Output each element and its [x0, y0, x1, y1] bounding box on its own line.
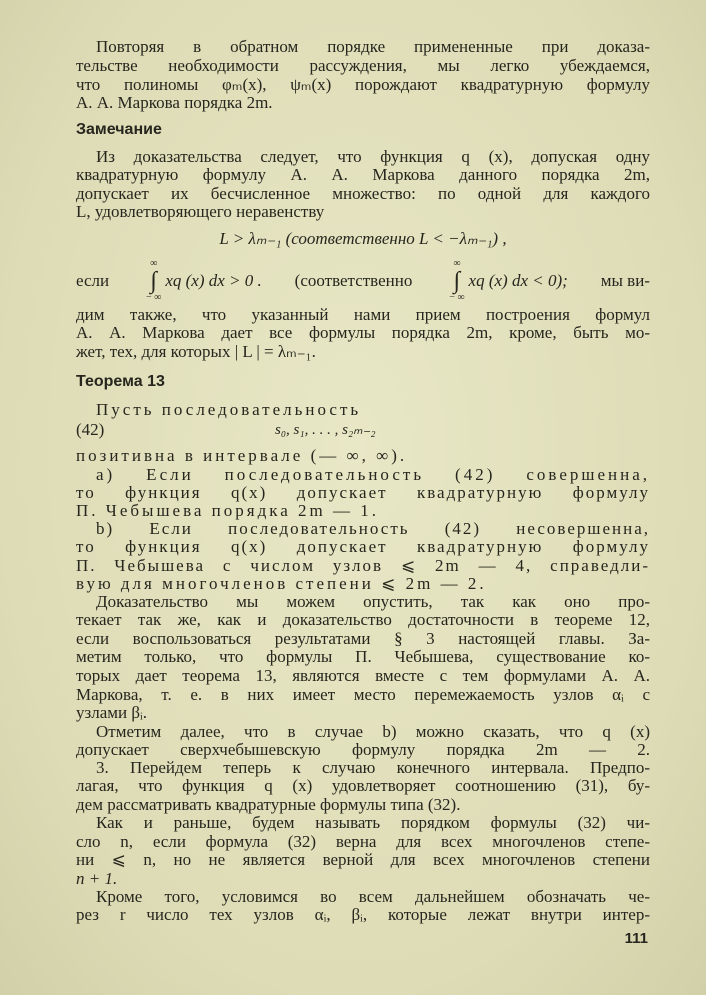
text-line: квадратурную формулу А. А. Маркова данного порядка 2m, [76, 165, 650, 184]
text-line: Как и раньше, будем называть порядком формулы (32) чи- [96, 813, 650, 832]
text-line: Пусть последовательность [96, 400, 362, 419]
text-line: допускает сверхчебышевскую формулу порядка 2m — 2. [76, 740, 650, 759]
text-if: если [76, 271, 110, 290]
upper-limit: ∞ [150, 258, 158, 269]
text-line: сло n, если формула (32) верна для всех многочленов степе- [76, 832, 650, 851]
text-line: Отметим далее, что в случае b) можно сказать, что q (x) [96, 722, 650, 741]
text-line: допускает их бесчисленное множество: по одной для каждого [76, 184, 650, 203]
text-line: что полиномы φₘ(x), ψₘ(x) порождают квадратурную формулу [76, 75, 650, 94]
text-line: узлами βᵢ. [76, 703, 148, 722]
section-heading-remark: Замечание [76, 121, 162, 138]
text-line: лагая, что функция q (x) удовлетворяет соотношению (31), бу- [76, 776, 650, 795]
text-line: дем рассматривать квадратурные формулы типа (32). [76, 795, 461, 814]
text-tail: мы ви- [600, 271, 650, 290]
integral-symbol: ∫ [453, 268, 461, 294]
text-line: b) Если последовательность (42) несовершенна, [96, 519, 650, 538]
integral-2 [445, 259, 568, 303]
lower-limit: − ∞ [146, 292, 162, 303]
upper-limit: ∞ [453, 258, 461, 269]
text-line: жет, тех, для которых | L | = λₘ₋₁. [76, 342, 316, 361]
text-line: L, удовлетворяющего неравенству [76, 202, 325, 221]
theorem-heading: Теорема 13 [76, 373, 165, 390]
sequence-formula: s₀, s₁, . . . , s₂ₘ₋₂ [275, 422, 376, 438]
text-line: рез r число тех узлов αᵢ, βᵢ, которые лежат внутри интер- [76, 905, 650, 924]
integral-symbol: ∫ [150, 268, 157, 294]
text-line: то функция q(x) допускает квадратурную формулу [76, 537, 650, 556]
text-line: 3. Перейдем теперь к случаю конечного интервала. Предпо- [96, 758, 650, 777]
text-line: А. А. Маркова порядка 2m. [76, 93, 273, 112]
text-line: n + 1. [76, 869, 118, 888]
text-line: метим только, что формулы П. Чебышева, существование ко- [76, 647, 650, 666]
integral-condition-line [76, 258, 650, 304]
integral-expression: xq (x) dx < 0); [468, 271, 568, 290]
text-line: тельстве необходимости рассуждения, мы легко убеждаемся, [76, 56, 650, 75]
text-line: А. А. Маркова дает все формулы порядка 2m, кроме, быть мо- [76, 323, 650, 342]
integral-expression: xq (x) dx > 0 . [165, 271, 262, 290]
equation-42 [0, 421, 706, 439]
text-line: то функция q(x) допускает квадратурную формулу [76, 483, 650, 502]
text-line: П. Чебышева с числом узлов ⩽ 2m — 4, справедли- [76, 556, 650, 575]
text-line: ни ⩽ n, но не является верной для всех многочленов степени [76, 850, 650, 869]
text-line: если воспользоваться результатами § 3 настоящей главы. За- [76, 629, 650, 648]
text-line: Из доказательства следует, что функция q (x), допуская одну [96, 147, 650, 166]
text-line: Доказательство мы можем опустить, так как оно про- [96, 592, 650, 611]
text-line: дим также, что указанный нами прием построения формул [76, 305, 650, 324]
text-line: a) Если последовательность (42) совершенна, [96, 465, 650, 484]
text-line: П. Чебышева порядка 2m — 1. [76, 501, 380, 520]
text-line: текает так же, как и доказательство достаточности в теореме 12, [76, 610, 650, 629]
inequality-formula: L > λₘ₋₁ (соответственно L < −λₘ₋₁) , [219, 229, 507, 248]
integral-1 [142, 259, 262, 303]
text-line: Маркова, т. е. в них имеет место перемежаемость узлов αᵢ с [76, 685, 650, 704]
page-number: 111 [624, 930, 648, 947]
text-line: Кроме того, условимся во всем дальнейшем обозначать че- [96, 887, 650, 906]
integral-sign [449, 259, 464, 303]
text-respectively: (соответственно [294, 271, 413, 290]
text-line: позитивна в интервале (— ∞, ∞). [76, 446, 408, 465]
text-line: Повторяя в обратном порядке примененные при доказа- [96, 37, 650, 56]
integral-sign [146, 259, 161, 303]
lower-limit: − ∞ [449, 292, 465, 303]
text-line: торых дает теорема 13, являются вместе с тем формулами А. А. [76, 666, 650, 685]
equation-number: (42) [76, 420, 105, 439]
text-line: вую для многочленов степени ⩽ 2m — 2. [76, 574, 487, 593]
